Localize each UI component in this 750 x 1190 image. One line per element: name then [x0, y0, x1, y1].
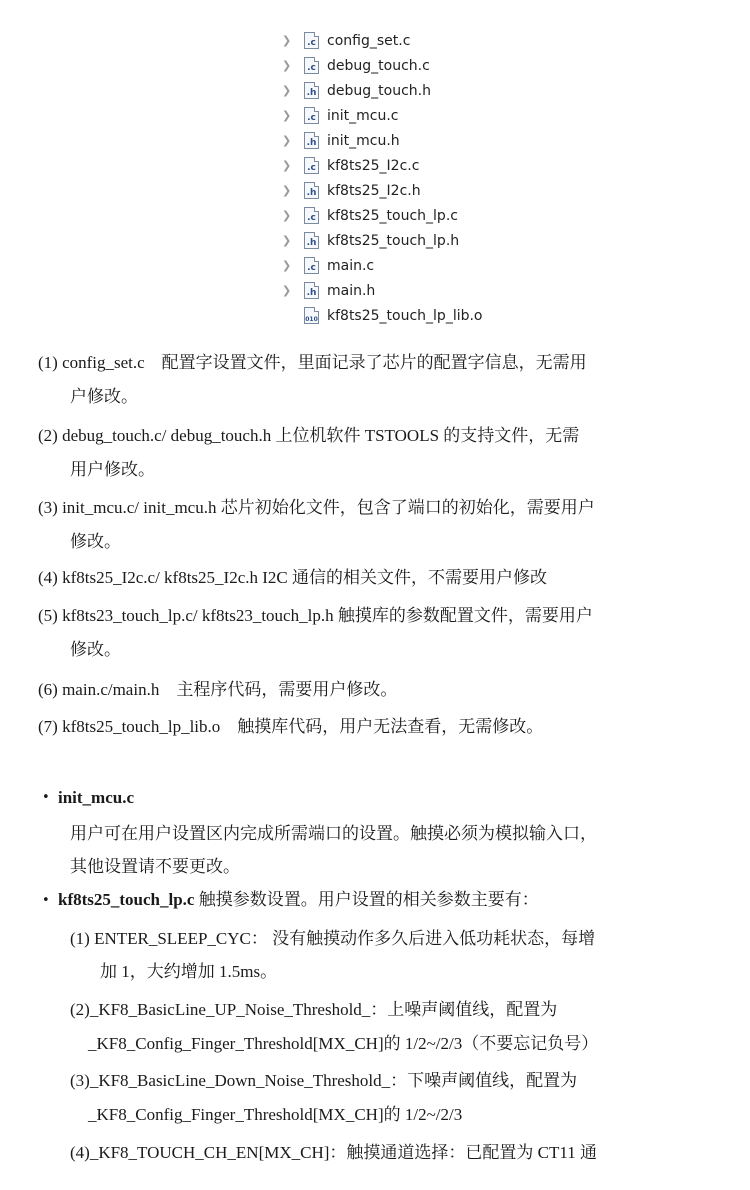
c-file-icon: .c — [304, 107, 319, 124]
tree-item-label: config_set.c — [327, 32, 411, 49]
h-file-icon: .h — [304, 232, 319, 249]
tree-item-label: kf8ts25_touch_lp.h — [327, 232, 460, 249]
tree-item-kf8ts25-touch-lp-c[interactable] — [282, 203, 522, 228]
section-body-line: 其他设置请不要更改。 — [70, 857, 240, 876]
tree-item-config-set-c[interactable] — [282, 28, 522, 53]
chevron-right-icon[interactable]: ❯ — [282, 34, 292, 47]
tree-item-debug-touch-h[interactable] — [282, 78, 522, 103]
list-item-2-continued: 用户修改。 — [70, 460, 155, 479]
list-item-5-continued: 修改。 — [70, 640, 121, 659]
tree-item-init-mcu-c[interactable] — [282, 103, 522, 128]
param-item-3: (3)_KF8_BasicLine_Down_Noise_Threshold_：下噪声阈值线，配置为 — [70, 1071, 578, 1090]
section-heading-touch-lp: kf8ts25_touch_lp.c — [58, 890, 195, 909]
param-item-1: (1) ENTER_SLEEP_CYC： 没有触摸动作多久后进入低功耗状态，每增 — [70, 929, 596, 948]
section-heading-row — [58, 889, 539, 911]
list-item-3: (3) init_mcu.c/ init_mcu.h 芯片初始化文件，包含了端口的初始化，需要用户 — [38, 498, 595, 517]
c-file-icon: .c — [304, 157, 319, 174]
list-item-7: (7) kf8ts25_touch_lp_lib.o 触摸库代码，用户无法查看，无需修改。 — [38, 717, 544, 736]
tree-item-label: kf8ts25_touch_lp_lib.o — [327, 307, 483, 324]
h-file-icon: .h — [304, 182, 319, 199]
chevron-right-icon[interactable]: ❯ — [282, 134, 292, 147]
tree-item-main-c[interactable] — [282, 253, 522, 278]
object-file-icon: 010 — [304, 307, 319, 324]
h-file-icon: .h — [304, 282, 319, 299]
param-item-3-continued: _KF8_Config_Finger_Threshold[MX_CH]的 1/2~/2/3 — [88, 1105, 463, 1124]
h-file-icon: .h — [304, 82, 319, 99]
chevron-right-icon[interactable]: ❯ — [282, 84, 292, 97]
c-file-icon: .c — [304, 257, 319, 274]
chevron-right-icon[interactable]: ❯ — [282, 234, 292, 247]
tree-item-main-h[interactable] — [282, 278, 522, 303]
chevron-right-icon[interactable]: ❯ — [282, 284, 292, 297]
list-item-4: (4) kf8ts25_I2c.c/ kf8ts25_I2c.h I2C 通信的相关文件，不需要用户修改 — [38, 568, 548, 587]
file-tree — [282, 28, 522, 328]
list-item-6: (6) main.c/main.h 主程序代码，需要用户修改。 — [38, 680, 398, 699]
param-item-4: (4)_KF8_TOUCH_CH_EN[MX_CH]：触摸通道选择：已配置为 CT11 通 — [70, 1143, 597, 1162]
chevron-right-icon[interactable]: ❯ — [282, 109, 292, 122]
list-item-1-continued: 户修改。 — [70, 387, 138, 406]
param-item-1-continued: 加 1，大约增加 1.5ms。 — [100, 962, 278, 981]
section-body-line: 用户可在用户设置区内完成所需端口的设置。触摸必须为模拟输入口， — [70, 824, 597, 843]
list-item-2: (2) debug_touch.c/ debug_touch.h 上位机软件 TSTOOLS 的支持文件，无需 — [38, 426, 580, 445]
tree-item-kf8ts25-touch-lp-lib-o[interactable] — [282, 303, 522, 328]
section-heading-init-mcu: init_mcu.c — [58, 788, 135, 807]
chevron-right-icon[interactable]: ❯ — [282, 209, 292, 222]
tree-item-debug-touch-c[interactable] — [282, 53, 522, 78]
tree-item-kf8ts25-i2c-c[interactable] — [282, 153, 522, 178]
tree-item-kf8ts25-i2c-h[interactable] — [282, 178, 522, 203]
list-item-5: (5) kf8ts23_touch_lp.c/ kf8ts23_touch_lp.h 触摸库的参数配置文件，需要用户 — [38, 606, 593, 625]
chevron-right-icon[interactable]: ❯ — [282, 159, 292, 172]
h-file-icon: .h — [304, 132, 319, 149]
section-heading-suffix: 触摸参数设置。用户设置的相关参数主要有： — [194, 890, 539, 909]
c-file-icon: .c — [304, 32, 319, 49]
tree-item-label: debug_touch.c — [327, 57, 430, 74]
tree-item-label: init_mcu.h — [327, 132, 400, 149]
c-file-icon: .c — [304, 207, 319, 224]
tree-item-label: main.h — [327, 282, 376, 299]
tree-item-label: kf8ts25_touch_lp.c — [327, 207, 458, 224]
param-item-2-continued: _KF8_Config_Finger_Threshold[MX_CH]的 1/2~/2/3（不要忘记负号） — [88, 1034, 599, 1053]
tree-item-label: kf8ts25_I2c.h — [327, 182, 421, 199]
chevron-right-icon[interactable]: ❯ — [282, 259, 292, 272]
c-file-icon: .c — [304, 57, 319, 74]
tree-item-label: init_mcu.c — [327, 107, 399, 124]
tree-item-label: debug_touch.h — [327, 82, 431, 99]
bullet-icon: • — [42, 893, 50, 908]
param-item-2: (2)_KF8_BasicLine_UP_Noise_Threshold_：上噪声阈值线，配置为 — [70, 1000, 558, 1019]
tree-item-label: main.c — [327, 257, 375, 274]
tree-item-kf8ts25-touch-lp-h[interactable] — [282, 228, 522, 253]
list-item-3-continued: 修改。 — [70, 532, 121, 551]
tree-item-init-mcu-h[interactable] — [282, 128, 522, 153]
chevron-right-icon[interactable]: ❯ — [282, 184, 292, 197]
list-item-1: (1) config_set.c 配置字设置文件，里面记录了芯片的配置字信息，无需用 — [38, 353, 587, 372]
chevron-right-icon[interactable]: ❯ — [282, 59, 292, 72]
bullet-icon: • — [42, 790, 50, 805]
tree-item-label: kf8ts25_I2c.c — [327, 157, 420, 174]
